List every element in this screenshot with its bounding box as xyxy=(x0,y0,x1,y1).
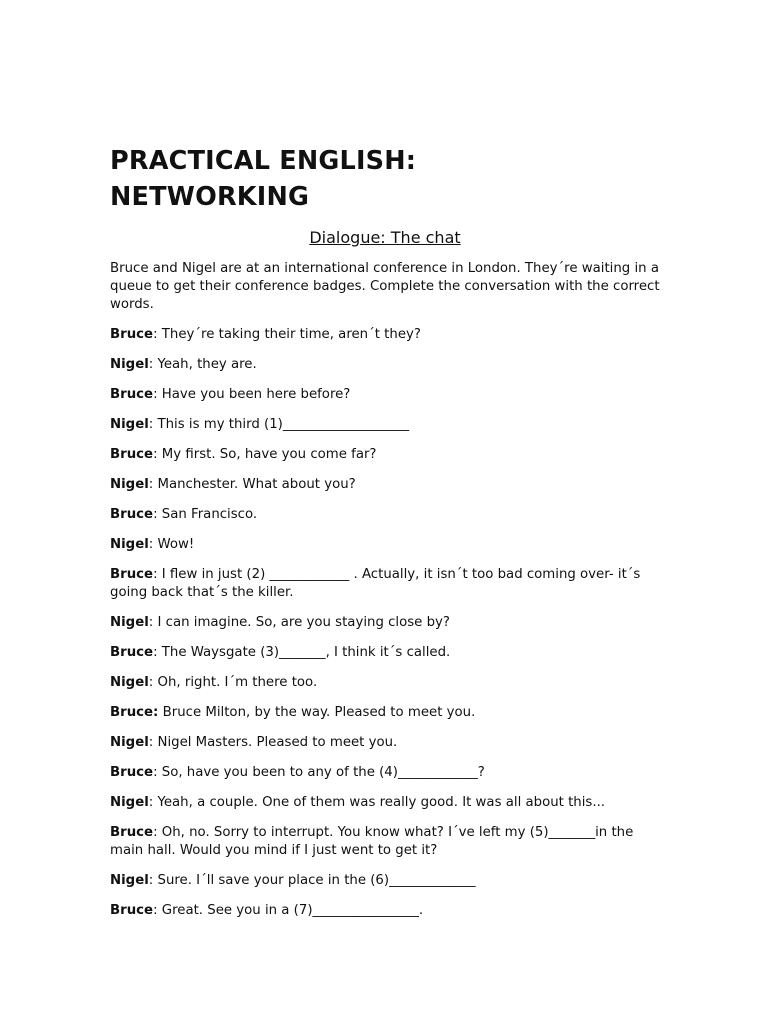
dialogue-text: Yeah, a couple. One of them was really good. It was all about this... xyxy=(157,795,606,810)
dialogue-line xyxy=(110,506,660,524)
dialogue-line xyxy=(110,764,660,782)
speaker-name: Bruce xyxy=(110,567,154,582)
speaker-separator: : xyxy=(148,675,158,690)
speaker-name: Nigel xyxy=(110,795,149,810)
speaker-separator: : xyxy=(153,765,162,780)
dialogue-text: Sure. I´ll save your place in the (6)_____________ xyxy=(157,873,476,888)
dialogue-list xyxy=(110,326,660,920)
speaker-separator: : xyxy=(153,447,162,462)
dialogue-line xyxy=(110,872,660,890)
dialogue-line xyxy=(110,902,660,920)
speaker-separator: : xyxy=(148,357,158,372)
dialogue-text: They´re taking their time, aren´t they? xyxy=(161,327,421,342)
speaker-separator: : xyxy=(148,873,158,888)
speaker-name: Nigel xyxy=(110,357,149,372)
speaker-name: Nigel xyxy=(110,873,149,888)
speaker-separator: : xyxy=(153,387,162,402)
dialogue-text: Oh, no. Sorry to interrupt. You know what? I´ve left my (5)_______in the main hall. Would you mind if I just went to get it? xyxy=(110,825,634,858)
speaker-separator: : xyxy=(153,327,162,342)
dialogue-line xyxy=(110,326,660,344)
dialogue-line xyxy=(110,794,660,812)
title-line-2: NETWORKING xyxy=(110,182,310,212)
speaker-name: Nigel xyxy=(110,417,149,432)
speaker-separator: : xyxy=(153,645,162,660)
page-title xyxy=(110,143,660,215)
dialogue-text: Bruce Milton, by the way. Pleased to meet you. xyxy=(162,705,476,720)
dialogue-line xyxy=(110,614,660,632)
dialogue-text: San Francisco. xyxy=(161,507,258,522)
title-line-1: PRACTICAL ENGLISH: xyxy=(110,146,417,176)
speaker-name: Bruce xyxy=(110,903,154,918)
speaker-separator: : xyxy=(148,477,158,492)
dialogue-line xyxy=(110,824,660,860)
dialogue-text: This is my third (1)___________________ xyxy=(157,417,410,432)
speaker-separator: : xyxy=(153,567,162,582)
speaker-name: Bruce: xyxy=(110,705,159,720)
dialogue-text: I can imagine. So, are you staying close by? xyxy=(157,615,450,630)
speaker-name: Bruce xyxy=(110,825,154,840)
dialogue-line xyxy=(110,704,660,722)
speaker-separator: : xyxy=(148,735,158,750)
dialogue-text: I flew in just (2) ____________ . Actually, it isn´t too bad coming over- it´s going back that´s the killer. xyxy=(110,567,641,600)
speaker-name: Nigel xyxy=(110,675,149,690)
dialogue-text: Yeah, they are. xyxy=(157,357,257,372)
speaker-name: Bruce xyxy=(110,507,154,522)
speaker-name: Nigel xyxy=(110,537,149,552)
dialogue-line xyxy=(110,644,660,662)
dialogue-text: The Waysgate (3)_______, I think it´s called. xyxy=(161,645,451,660)
speaker-name: Bruce xyxy=(110,327,154,342)
dialogue-text: My first. So, have you come far? xyxy=(161,447,377,462)
dialogue-line xyxy=(110,476,660,494)
speaker-separator: : xyxy=(148,537,158,552)
speaker-name: Bruce xyxy=(110,765,154,780)
dialogue-text: Manchester. What about you? xyxy=(157,477,356,492)
speaker-name: Nigel xyxy=(110,477,149,492)
dialogue-text: Wow! xyxy=(157,537,195,552)
dialogue-line xyxy=(110,566,660,602)
dialogue-line xyxy=(110,536,660,554)
speaker-separator: : xyxy=(148,417,158,432)
document-page xyxy=(110,143,660,920)
speaker-separator: : xyxy=(148,795,158,810)
speaker-separator: : xyxy=(148,615,158,630)
dialogue-subtitle: Dialogue: The chat xyxy=(309,228,461,247)
dialogue-line xyxy=(110,674,660,692)
speaker-separator: : xyxy=(153,903,162,918)
speaker-name: Bruce xyxy=(110,387,154,402)
speaker-name: Nigel xyxy=(110,615,149,630)
dialogue-text: Great. See you in a (7)________________. xyxy=(161,903,424,918)
speaker-name: Nigel xyxy=(110,735,149,750)
intro-paragraph: Bruce and Nigel are at an international conference in London. They´re waiting in a queue to get their conference badges. Complete the conversation with the correct words. xyxy=(110,261,660,312)
speaker-name: Bruce xyxy=(110,447,154,462)
dialogue-line xyxy=(110,446,660,464)
dialogue-line xyxy=(110,386,660,404)
dialogue-text: So, have you been to any of the (4)____________? xyxy=(161,765,485,780)
speaker-separator: : xyxy=(153,825,162,840)
speaker-separator: : xyxy=(153,507,162,522)
dialogue-line xyxy=(110,356,660,374)
dialogue-line xyxy=(110,416,660,434)
dialogue-line xyxy=(110,734,660,752)
dialogue-text: Have you been here before? xyxy=(161,387,351,402)
dialogue-text: Oh, right. I´m there too. xyxy=(157,675,318,690)
speaker-name: Bruce xyxy=(110,645,154,660)
dialogue-text: Nigel Masters. Pleased to meet you. xyxy=(157,735,398,750)
